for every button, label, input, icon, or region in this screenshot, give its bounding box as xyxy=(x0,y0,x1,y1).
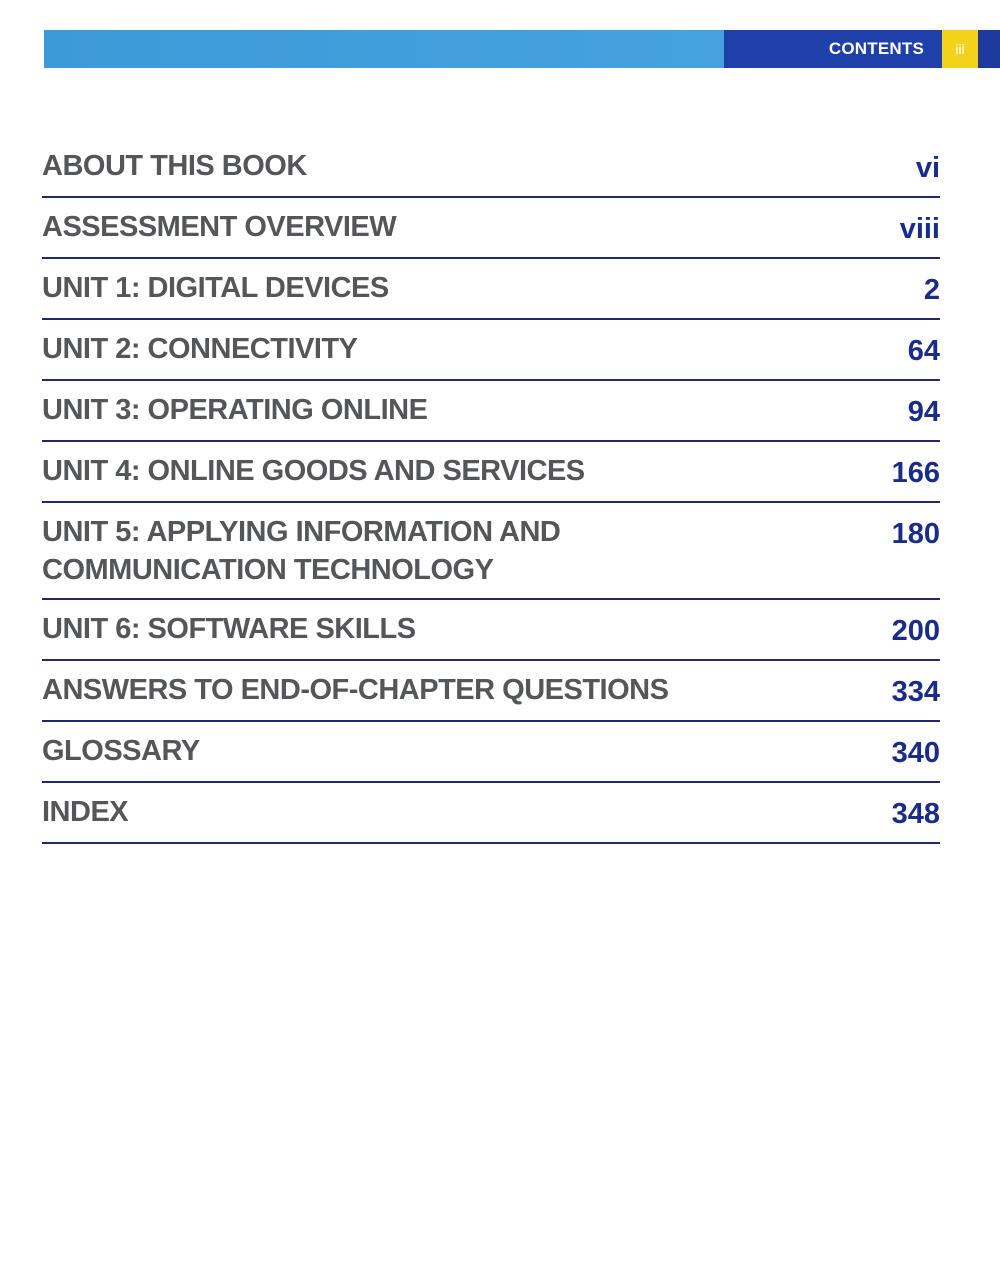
toc-entry-label: ANSWERS TO END-OF-CHAPTER QUESTIONS xyxy=(42,674,669,706)
toc-entry-label: UNIT 2: CONNECTIVITY xyxy=(42,333,358,365)
page-number: iii xyxy=(942,30,978,68)
toc-entry-label: GLOSSARY xyxy=(42,735,200,767)
toc-entry-label: ASSESSMENT OVERVIEW xyxy=(42,211,397,243)
toc-entry-page: 166 xyxy=(891,457,940,489)
section-title: CONTENTS xyxy=(828,39,924,58)
header-light-band xyxy=(44,30,724,68)
toc-entry-label: UNIT 1: DIGITAL DEVICES xyxy=(42,272,389,304)
toc-entry-page: 180 xyxy=(891,518,940,550)
toc-row-glossary[interactable] xyxy=(42,722,940,783)
toc-row-unit-6[interactable] xyxy=(42,600,940,661)
toc-row-index[interactable] xyxy=(42,783,940,844)
toc-entry-page: 64 xyxy=(907,335,940,367)
toc-row-unit-4[interactable] xyxy=(42,442,940,503)
toc-entry-label: UNIT 6: SOFTWARE SKILLS xyxy=(42,613,416,645)
toc-entry-page: 340 xyxy=(891,737,940,769)
toc-row-unit-3[interactable] xyxy=(42,381,940,442)
toc-entry-label: UNIT 3: OPERATING ONLINE xyxy=(42,394,428,426)
toc-entry-page: vi xyxy=(915,152,940,184)
toc-row-answers[interactable] xyxy=(42,661,940,722)
toc-entry-label: INDEX xyxy=(42,796,129,828)
toc-row-about[interactable] xyxy=(42,137,940,198)
header-bar xyxy=(44,30,1000,68)
toc-row-unit-5[interactable] xyxy=(42,503,940,600)
toc-entry-label: UNIT 4: ONLINE GOODS AND SERVICES xyxy=(42,455,585,487)
toc-row-assessment[interactable] xyxy=(42,198,940,259)
toc-row-unit-1[interactable] xyxy=(42,259,940,320)
toc-entry-label: ABOUT THIS BOOK xyxy=(42,150,307,182)
toc-entry-page: 334 xyxy=(891,676,940,708)
toc-row-unit-2[interactable] xyxy=(42,320,940,381)
toc-entry-label: UNIT 5: APPLYING INFORMATION AND COMMUNICATION TECHNOLOGY xyxy=(42,516,561,586)
toc-entry-page: 200 xyxy=(891,615,940,647)
table-of-contents xyxy=(42,137,940,844)
toc-entry-page: 348 xyxy=(891,798,940,830)
toc-entry-page: viii xyxy=(899,213,940,245)
toc-entry-page: 2 xyxy=(923,274,940,306)
toc-entry-page: 94 xyxy=(907,396,940,428)
header-edge-band xyxy=(978,30,1000,68)
